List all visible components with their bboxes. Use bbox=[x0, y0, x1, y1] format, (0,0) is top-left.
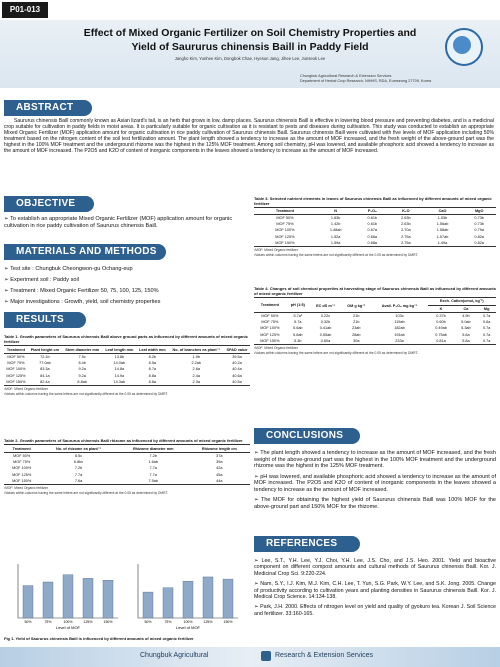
table-row: MOF 150% 7.6a 7.5ab 44a bbox=[4, 478, 250, 485]
methods-item: ➢ Test site : Chungbuk Cheongwon-gu Ochang-eup bbox=[4, 266, 133, 272]
table-row: MOF 75% 77.0ab 8.4b 14.0ab 8.5a 2.2ab 40.2a bbox=[7, 361, 242, 366]
table-2-note-1: ¹MOF: Mixed Organic fertilizer bbox=[4, 485, 48, 490]
table-row: MOF 75% 6.8bc 1.6ab 39a bbox=[13, 460, 223, 465]
table-4-note-1: ¹MOF: Mixed Organic fertilizer bbox=[254, 345, 298, 350]
table-row: MOF 100% 1.48ab 0.67a 2.70a 1.58ab 0.79a bbox=[275, 228, 484, 233]
chart-bar bbox=[103, 580, 113, 618]
objective-item: ➢ To establish an appropriate Mixed Organic Fertilizer (MOF) application amount for organic cultivation in rice paddy cultivation of Saururus chinensis Baill. bbox=[4, 216, 233, 229]
conclusion-item: ➢ The MOF for obtaining the highest yield of Saururus chinensis Baill was 100% MOF for the above-ground part and 150% MOF for the rhizome. bbox=[254, 497, 496, 510]
table-row: MOF 125% 5.6ab 0.55ab 28ab 191ab 0.75ab 5.6a 0.7a bbox=[260, 332, 491, 337]
table-row: MOF 125% 7.7a 7.7a 45a bbox=[12, 472, 223, 477]
table-4: Treatment pH (1:5) EC dS m⁻¹ OM g kg⁻¹ Avail. P₂O₅ mg kg⁻¹ Exch. Cation(cmol꜀ kg⁻¹) K Ca Mg MOF 50% 5.7a² 0.22c 21b 103c 0.37b 4.9b 0.7a MOF 75% 5.7a 0.32b 21b 119ab 0.60b 5.0ab 0.6a MOF 100% 5.6ab 0.41ab 23ab 182ab 0.49ab 5.3ab 0.7a MOF 125% 5.6ab 0.55ab 28ab 191ab 0.75ab 5.6a 0.7a MOF 150% 5.3b 0.60a 30a 233a 0.81a 5.8a 0.7a bbox=[254, 297, 496, 345]
table-3: Treatment N P₂O₅ K₂O CaO MgO MOF 50% 1.63b 0.61b 2.63b 1.53b 0.73b MOF 75% 1.42b 0.61b 2.63b 1.56ab 0.73b MOF 100% 1.48ab 0.67a 2.70a 1.58ab 0.79a MOF 125% 1.52a 0.66a 2.75a 1.57ab 0.82a MOF 150% 1.59a 0.68a 2.75a 1.49a 0.82a bbox=[254, 207, 496, 247]
table-row: MOF 125% 1.52a 0.66a 2.75a 1.57ab 0.82a bbox=[275, 234, 484, 239]
reference-item: ➢ Nam, S.Y., I.J. Kim, M.J. Kim, C.H. Lee, T. Yun, S.G. Park, W.Y. Lee, and S.K. Jong. 2005. Change of productivity according to cultivation years and planting densities in Saururus chinensis Baill. Kor. J. Medical Crop Science. 14:134-138. bbox=[254, 581, 496, 601]
chart-bar bbox=[43, 582, 53, 618]
abstract-heading: ABSTRACT bbox=[4, 100, 92, 116]
conclusion-item: ➢ pH was lowered, and available phosphoric acid showed a tendency to increase as the amount of MOF increased. The P2O5 and K2O of content of inorganic components in the leaves showed a tendency to increase as the amount of MOF increased. bbox=[254, 473, 496, 493]
methods-item: ➢ Major investigations : Growth, yield, soil chemistry properties bbox=[4, 299, 161, 305]
conclusions-heading: CONCLUSIONS bbox=[254, 428, 360, 444]
chart-tick-label: 125% bbox=[83, 620, 93, 624]
chart-tick-label: 100% bbox=[63, 620, 73, 624]
reference-item: ➢ Park, J.H. 2000. Effects of nitrogen level on yield and quality of gyokuro tea. Korean J. Soil Science and fertilizer. 33:160-165. bbox=[254, 604, 496, 617]
results-heading: RESULTS bbox=[4, 312, 86, 328]
table-row: MOF 100% 5.6ab 0.41ab 23ab 182ab 0.49ab 5.3ab 0.7a bbox=[260, 326, 491, 331]
footer bbox=[0, 647, 500, 667]
chart-tick-label: 50% bbox=[144, 620, 152, 624]
table-2-block bbox=[4, 438, 250, 495]
table-row: MOF 150% 1.59a 0.68a 2.75a 1.49a 0.82a bbox=[254, 240, 496, 247]
table-row: MOF 50% 5.7a² 0.22c 21b 103c 0.37b 4.9b 0.7a bbox=[261, 314, 491, 319]
table-row: MOF 50% 72.1b 7.5c 13.8b 8.2b 1.9b 39.5a bbox=[7, 355, 242, 360]
institution-logo-icon bbox=[445, 28, 483, 66]
conclusions-list bbox=[254, 450, 496, 514]
table-row: MOF 125% 84.1a 9.2a 14.9a 8.8a 2.4a 40.6a bbox=[6, 373, 242, 378]
table-3-note-2: ²Values within columns having the same letters are not significantly different at the 0.05 as determined by DMRT. bbox=[254, 252, 419, 257]
chart-bar bbox=[63, 575, 73, 618]
table-4-caption: Table 4. Changes of soil chemical properties at harvesting stage of Saururus chinensis Baill as influenced by different amounts of mixed organic fertilizer bbox=[254, 286, 496, 296]
table-4-note-2: ²Values within columns having the same letters are not significantly different at the 0.05 as determined by DMRT. bbox=[254, 350, 419, 355]
chart-x-axis-label: Level of MOF bbox=[175, 625, 201, 630]
chart-bar bbox=[163, 588, 173, 618]
abstract-text: Saururus chinensis Baill commonly known as Asian lizard's tail, is an herb that grows in low, damp places. Saururus chinensis Baill is effective in lowering blood pressure and preventing diabetes, and is a medicinal crop suitable for cultivation in paddy fields in moist areas. It is particularly suitable for organic cultivation as it is resistant to pests and diseases during cultivation. This study was conducted to establish an appropriate Mixed Organic Fertilizer (MOF) application amount for organic cultivation in rice paddy cultivation of Saururus chinensis Baill. Saururus chinensis Baill were cultivated with five levels of MOF application including 50% treatment based on the nitrogen content of the soil test fertilization amount. The plant length showed a tendency to increase as the amount of MOF increased, and the fresh weight of the above-ground part was the highest in the 100% MOF treatment and the underground rhizome was the highest in the 125% MOF treatment. Among soil chemistry, pH was lowered, and available phosphoric acid showed a tendency to increase as the amount of MOF increased. The P2O5 and K2O of content of inorganic components in the leaves showed a tendency to increase as the amount of MOF increased. bbox=[4, 118, 494, 155]
table-1-note-1: ¹MOF: Mixed Organic fertilizer bbox=[4, 386, 48, 391]
table-1: Treatment Plant height cm Stem diameter mm Leaf length mm Leaf width mm No. of branches ea plant⁻¹ SPAD value MOF 50% 72.1b 7.5c 13.8b 8.2b 1.9b 39.5a MOF 75% 77.0ab 8.4b 14.0ab 8.5a 2.2ab 40.2a MOF 100% 83.3a 9.2a 14.8a 8.7a 2.6a 40.4a MOF 125% 84.1a 9.2a 14.9a 8.8a 2.4a 40.6a MOF 150% 82.4a 8.8ab 14.3ab 8.6a 2.3a 40.5a bbox=[4, 345, 250, 386]
chart-bar bbox=[143, 592, 153, 618]
table-row: MOF 75% 1.42b 0.61b 2.63b 1.56ab 0.73b bbox=[276, 222, 484, 227]
objective-heading: OBJECTIVE bbox=[4, 196, 94, 212]
chart-bar bbox=[223, 579, 233, 618]
references-list bbox=[254, 558, 496, 621]
reference-item: ➢ Lee, S.T., Y.H. Lee, Y.J. Choi, Y.H. Lee, J.S. Cho, and J.S. Heo. 2001. Yield and bioactive component on different compost amounts and cultural methods of Saururus chinensis Baill. Kor. J. Medicinal Crop Sci. 9:220-224. bbox=[254, 558, 496, 577]
affiliation-1: Chungbuk Agricultural Research & Extension Services bbox=[300, 74, 392, 78]
figure-1-caption: Fig 1. Yield of Saururus chinensis Baill is influenced by different amounts of mixed organic fertilizer bbox=[4, 636, 194, 641]
methods-item: ➢ Experiment soil : Paddy soil bbox=[4, 277, 79, 283]
footer-logo-icon bbox=[261, 651, 271, 661]
chart-x-axis-label: Level of MOF bbox=[55, 625, 81, 630]
chart-tick-label: 125% bbox=[203, 620, 213, 624]
title-line-1: Effect of Mixed Organic Fertilizer on Soil Chemistry Properties and bbox=[83, 27, 417, 39]
authors: Jangho Kim, Yunhee Kim, Dongbok Chae, Hyesun Jang, Jihee Lee, Junseok Lee bbox=[174, 56, 326, 61]
table-3-caption: Table 3. Selected nutrient elements in leaves of Saururus chinensis Baill as influenced by different amounts of mixed organic fertilizer bbox=[254, 196, 492, 206]
table-row: MOF 150% 5.3b 0.60a 30a 233a 0.81a 5.8a 0.7a bbox=[254, 338, 496, 345]
table-1-caption: Table 1. Growth parameters of Saururus chinensis Baill above ground parts as influenced by different amounts of mixed organic fertilizer bbox=[4, 334, 248, 344]
table-2: Treatment No. of rhizome ea plant⁻¹ Rhizome diameter mm Rhizome length cm MOF 50% 6.5c 7.2b 37a MOF 75% 6.8bc 1.6ab 39a MOF 100% 7.2b 7.7a 42a MOF 125% 7.7a 7.7a 45a MOF 150% 7.6a 7.5ab 44a bbox=[4, 444, 250, 485]
methods-item: ➢ Treatment : Mixed Organic Fertilizer 50, 75, 100, 125, 150% bbox=[4, 288, 159, 294]
abstract-body bbox=[4, 118, 494, 186]
chart-tick-label: 150% bbox=[223, 620, 233, 624]
chart-tick-label: 150% bbox=[103, 620, 113, 624]
footer-right-text: Research & Extension Services bbox=[275, 652, 374, 659]
table-row: MOF 50% 1.63b 0.61b 2.63b 1.53b 0.73b bbox=[276, 216, 484, 221]
table-2-note-2: ²Values within columns having the same letters are not significantly different at the 0.05 as determined by DMRT. bbox=[4, 490, 169, 495]
chart-tick-label: 100% bbox=[183, 620, 193, 624]
table-3-note-1: ¹MOF: Mixed Organic fertilizer bbox=[254, 247, 298, 252]
methods-heading: MATERIALS AND METHODS bbox=[4, 244, 166, 260]
chart-tick-label: 50% bbox=[24, 620, 32, 624]
table-1-note-2: ²Values within columns having the same letters are not significantly different at the 0.05 as determined by DMRT. bbox=[4, 391, 169, 396]
chart-bar bbox=[203, 577, 213, 618]
affiliation-2: Department of Herbal Crop Research, NIHHS, RDA, Eumseong 27709, Korea bbox=[300, 79, 432, 83]
chart-tick-label: 75% bbox=[164, 620, 172, 624]
references-heading: REFERENCES bbox=[254, 536, 360, 552]
table-row: MOF 100% 7.2b 7.7a 42a bbox=[12, 466, 223, 471]
methods-list bbox=[4, 266, 250, 310]
chart-tick-label: 75% bbox=[44, 620, 52, 624]
table-row: MOF 50% 6.5c 7.2b 37a bbox=[13, 454, 223, 459]
chart-bar bbox=[183, 581, 193, 618]
chart-bar bbox=[23, 586, 33, 618]
footer-left-text: Chungbuk Agricultural bbox=[140, 652, 209, 659]
table-1-block bbox=[4, 334, 250, 396]
yield-bar-charts bbox=[10, 560, 242, 630]
table-2-caption: Table 2. Growth parameters of Saururus chinensis Baill rhizome as influenced by different amounts of mixed organic fertilizer bbox=[4, 438, 243, 443]
conclusion-item: ➢ The plant length showed a tendency to increase as the amount of MOF increased, and the fresh weight of the above-ground part was the highest in the 100% MOF treatment and the underground rhizome was the highest in the 125% MOF treatment. bbox=[254, 450, 496, 469]
objective-body bbox=[4, 216, 250, 234]
poster-title bbox=[70, 26, 430, 54]
table-row: MOF 150% 82.4a 8.8ab 14.3ab 8.6a 2.3a 40.5a bbox=[4, 379, 250, 386]
title-line-2: Yield of Saururus chinensis Baill in Paddy Field bbox=[131, 41, 369, 53]
table-row: MOF 75% 5.7a 0.32b 21b 119ab 0.60b 5.0ab 0.6a bbox=[261, 320, 491, 325]
poster-id-badge: P01-013 bbox=[2, 2, 48, 18]
table-3-block bbox=[254, 196, 496, 257]
table-row: MOF 100% 83.3a 9.2a 14.8a 8.7a 2.6a 40.4a bbox=[6, 367, 242, 372]
affiliations bbox=[300, 74, 490, 84]
chart-bar bbox=[83, 578, 93, 618]
table-4-block bbox=[254, 286, 496, 355]
